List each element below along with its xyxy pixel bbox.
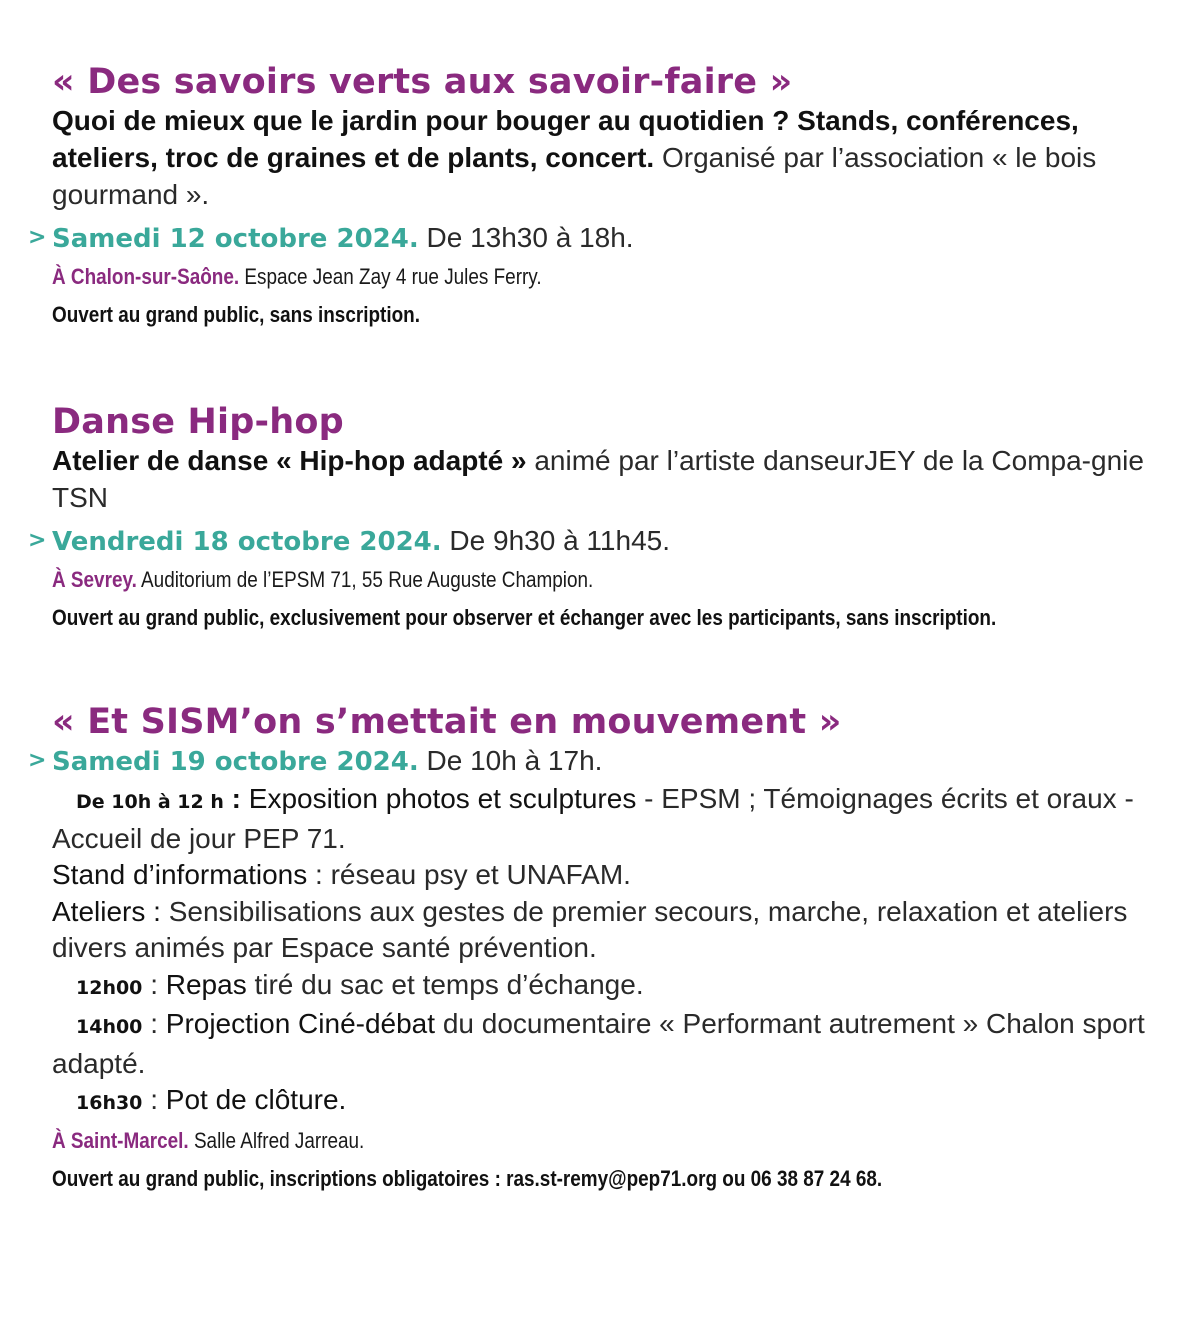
event-date: Samedi 19 octobre 2024. (52, 747, 419, 777)
event-date-line (28, 219, 1152, 258)
event-location (52, 258, 998, 296)
event-hours: De 13h30 à 18h. (418, 222, 634, 253)
event-description (52, 102, 1152, 213)
event-title: « Des savoirs verts aux savoir-faire » (52, 62, 793, 102)
event-title: Danse Hip-hop (52, 402, 344, 442)
program-detail: du documentaire « Performant autrement » Chalon sport adapté. (52, 1008, 1145, 1079)
program-separator: : (142, 1008, 166, 1039)
program-separator: : (223, 783, 249, 814)
program-title: Ateliers : (52, 895, 161, 927)
description-text: animé par l’artiste danseurJEY de la Compa-gnie TSN (52, 445, 1144, 513)
program-title: Repas (165, 968, 247, 1000)
program-title: Stand d’informations (52, 859, 308, 890)
program-time: 12h00 (76, 976, 143, 999)
arrow-icon: > (28, 748, 47, 773)
location-address: Auditorium de l’EPSM 71, 55 Rue Auguste Champion. (136, 567, 594, 592)
description-highlight: Quoi de mieux que le jardin pour bouger au quotidien ? Stands, conférences, ateliers, troc de graines et de plants, concert. (52, 105, 1079, 173)
program-title: Pot de clôture. (165, 1084, 347, 1115)
location-address: Espace Jean Zay 4 rue Jules Ferry. (239, 264, 542, 289)
description-highlight: Atelier de danse « Hip-hop adapté » (52, 445, 527, 476)
program-time: 14h00 (76, 1016, 143, 1038)
program-cloture (52, 1082, 1152, 1122)
program-separator: : (142, 1084, 166, 1115)
program-ateliers (52, 894, 1152, 967)
program-detail: Sensibilisations aux gestes de premier secours, marche, relaxation et ateliers divers animés par Espace santé prévention. (52, 895, 1128, 963)
program-repas (52, 967, 1152, 1007)
event-date-line (28, 742, 1152, 781)
program-time: 16h30 (76, 1092, 143, 1114)
event-hours: De 10h à 17h. (418, 745, 603, 776)
program-stand (52, 857, 1152, 894)
event-date: Samedi 12 octobre 2024. (52, 224, 419, 254)
location-city: À Sevrey. (52, 567, 137, 592)
program-projection (52, 1006, 1152, 1082)
location-city: À Chalon-sur-Saône. (52, 264, 240, 289)
arrow-icon: > (28, 225, 47, 250)
program-detail: tiré du sac et temps d’échange. (246, 968, 644, 1000)
program-exposition (52, 781, 1152, 857)
event-sism (28, 702, 1152, 1198)
description-text: Organisé par l’association « le bois gourmand ». (52, 142, 1097, 210)
arrow-icon: > (28, 528, 47, 553)
location-address: Salle Alfred Jarreau. (188, 1127, 365, 1153)
location-city: À Saint-Marcel. (52, 1127, 189, 1153)
event-date-line (28, 522, 1152, 561)
event-access: Ouvert au grand public, inscriptions obligatoires : ras.st-remy@pep71.org ou 06 38 87 24 68. (52, 1165, 883, 1191)
event-location (52, 1122, 998, 1160)
event-date: Vendredi 18 octobre 2024. (52, 527, 442, 557)
event-hours: De 9h30 à 11h45. (441, 525, 670, 556)
event-access: Ouvert au grand public, sans inscription. (52, 302, 420, 327)
program-title: Projection Ciné-débat (165, 1008, 436, 1039)
program-detail: - EPSM ; Témoignages écrits et oraux - Accueil de jour PEP 71. (52, 783, 1134, 854)
event-title: « Et SISM’on s’mettait en mouvement » (52, 702, 842, 742)
program-time: De 10h à 12 h (76, 791, 224, 813)
program-separator: : (142, 968, 166, 1000)
event-hiphop (28, 402, 1152, 637)
event-description (52, 442, 1152, 516)
program-detail: : réseau psy et UNAFAM. (307, 859, 631, 890)
event-garden (28, 62, 1152, 334)
program-title: Exposition photos et sculptures (248, 783, 637, 814)
event-location (52, 561, 998, 599)
event-access: Ouvert au grand public, exclusivement pour observer et échanger avec les participants, sans inscription. (52, 605, 997, 630)
